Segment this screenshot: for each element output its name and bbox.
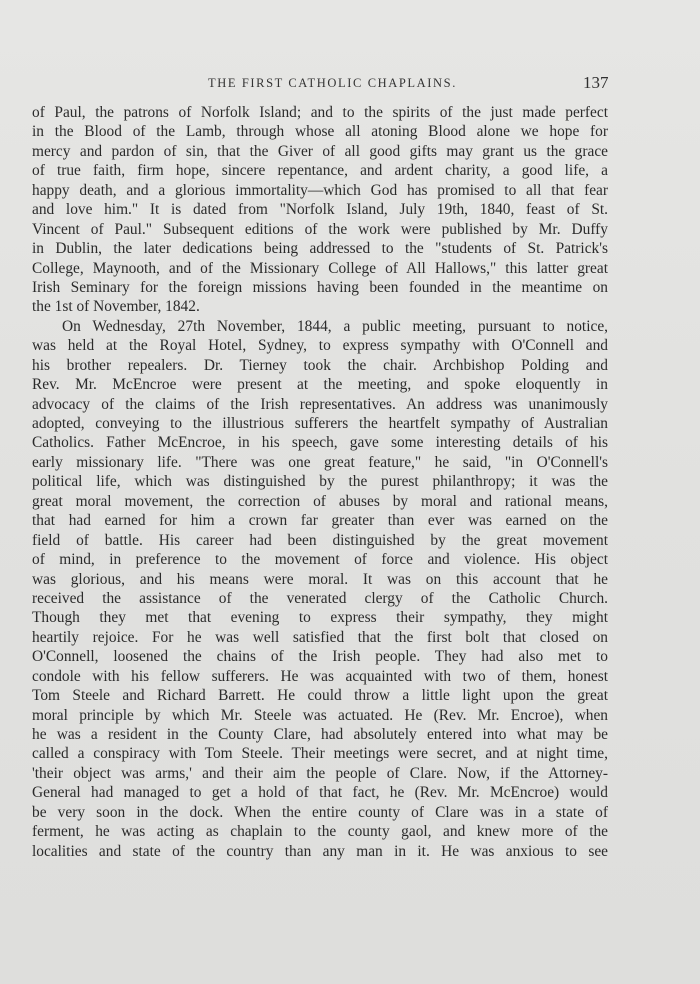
page-number: 137 <box>583 73 609 92</box>
text-line: early missionary life. "There was one great feature," he said, "in O'Connell's <box>32 453 608 471</box>
text-line: political life, which was distinguished by the purest philanthropy; it was the <box>32 473 608 491</box>
text-line: 'their object was arms,' and their aim the people of Clare. Now, if the Attorney- <box>32 764 608 782</box>
text-line: On Wednesday, 27th November, 1844, a public meeting, pursuant to notice, <box>62 317 608 335</box>
text-line: College, Maynooth, and of the Missionary College of All Hallows," this latter great <box>32 259 608 277</box>
text-line: heartily rejoice. For he was well satisfied that the first bolt that closed on <box>32 628 608 646</box>
text-line: was held at the Royal Hotel, Sydney, to express sympathy with O'Connell and <box>32 337 608 355</box>
body-text <box>32 103 608 861</box>
text-line: Vincent of Paul." Subsequent editions of the work were published by Mr. Duffy <box>32 220 608 238</box>
text-line: of true faith, firm hope, sincere repentance, and ardent charity, a good life, a <box>32 162 608 180</box>
text-line: that had earned for him a crown far greater than ever was earned on the <box>32 512 608 530</box>
text-line: mercy and pardon of sin, that the Giver of all good gifts may grant us the grace <box>32 142 608 160</box>
text-line: called a conspiracy with Tom Steele. Their meetings were secret, and at night time, <box>32 745 608 763</box>
text-line: his brother repealers. Dr. Tierney took the chair. Archbishop Polding and <box>32 356 608 374</box>
text-line: field of battle. His career had been distinguished by the great movement <box>32 531 608 549</box>
text-line: adopted, conveying to the illustrious sufferers the heartfelt sympathy of Australian <box>32 415 608 432</box>
text-line: Catholics. Father McEncroe, in his speech, gave some interesting details of his <box>32 434 608 452</box>
running-title: THE FIRST CATHOLIC CHAPLAINS. <box>208 76 457 90</box>
text-line: in Dublin, the later dedications being addressed to the "students of St. Patrick's <box>32 240 608 258</box>
text-line: moral principle by which Mr. Steele was actuated. He (Rev. Mr. Encroe), when <box>32 706 608 724</box>
text-line: the 1st of November, 1842. <box>32 298 200 316</box>
text-line: Though they met that evening to express their sympathy, they might <box>32 609 608 627</box>
text-line: great moral movement, the correction of abuses by moral and rational means, <box>32 492 608 510</box>
text-line: he was a resident in the County Clare, had absolutely entered into what may be <box>32 726 608 743</box>
text-line: O'Connell, loosened the chains of the Irish people. They had also met to <box>32 648 608 666</box>
text-line: in the Blood of the Lamb, through whose all atoning Blood alone we hope for <box>32 123 608 141</box>
text-line: was glorious, and his means were moral. It was on this account that he <box>32 570 608 588</box>
text-line: localities and state of the country than any man in it. He was anxious to see <box>32 842 608 860</box>
text-line: condole with his fellow sufferers. He was acquainted with two of them, honest <box>32 667 608 685</box>
text-line: Irish Seminary for the foreign missions having been founded in the meantime on <box>32 278 608 296</box>
text-line: Tom Steele and Richard Barrett. He could throw a little light upon the great <box>32 687 608 705</box>
text-line: ferment, he was acting as chaplain to the county gaol, and knew more of the <box>32 823 608 841</box>
text-line: happy death, and a glorious immortality—which God has promised to all that fear <box>32 181 608 199</box>
text-line: of Paul, the patrons of Norfolk Island; and to the spirits of the just made perfect <box>32 104 608 121</box>
text-line: of mind, in preference to the movement of force and violence. His object <box>32 551 608 569</box>
text-line: Rev. Mr. McEncroe were present at the meeting, and spoke eloquently in <box>32 376 608 394</box>
text-line: received the assistance of the venerated clergy of the Catholic Church. <box>32 589 608 607</box>
text-line: General had managed to get a hold of that fact, he (Rev. Mr. McEncroe) would <box>32 784 608 802</box>
text-line: be very soon in the dock. When the entire county of Clare was in a state of <box>32 803 608 821</box>
text-line: and love him." It is dated from "Norfolk Island, July 19th, 1840, feast of St. <box>32 201 608 219</box>
text-line: advocacy of the claims of the Irish representatives. An address was unanimously <box>32 395 608 413</box>
